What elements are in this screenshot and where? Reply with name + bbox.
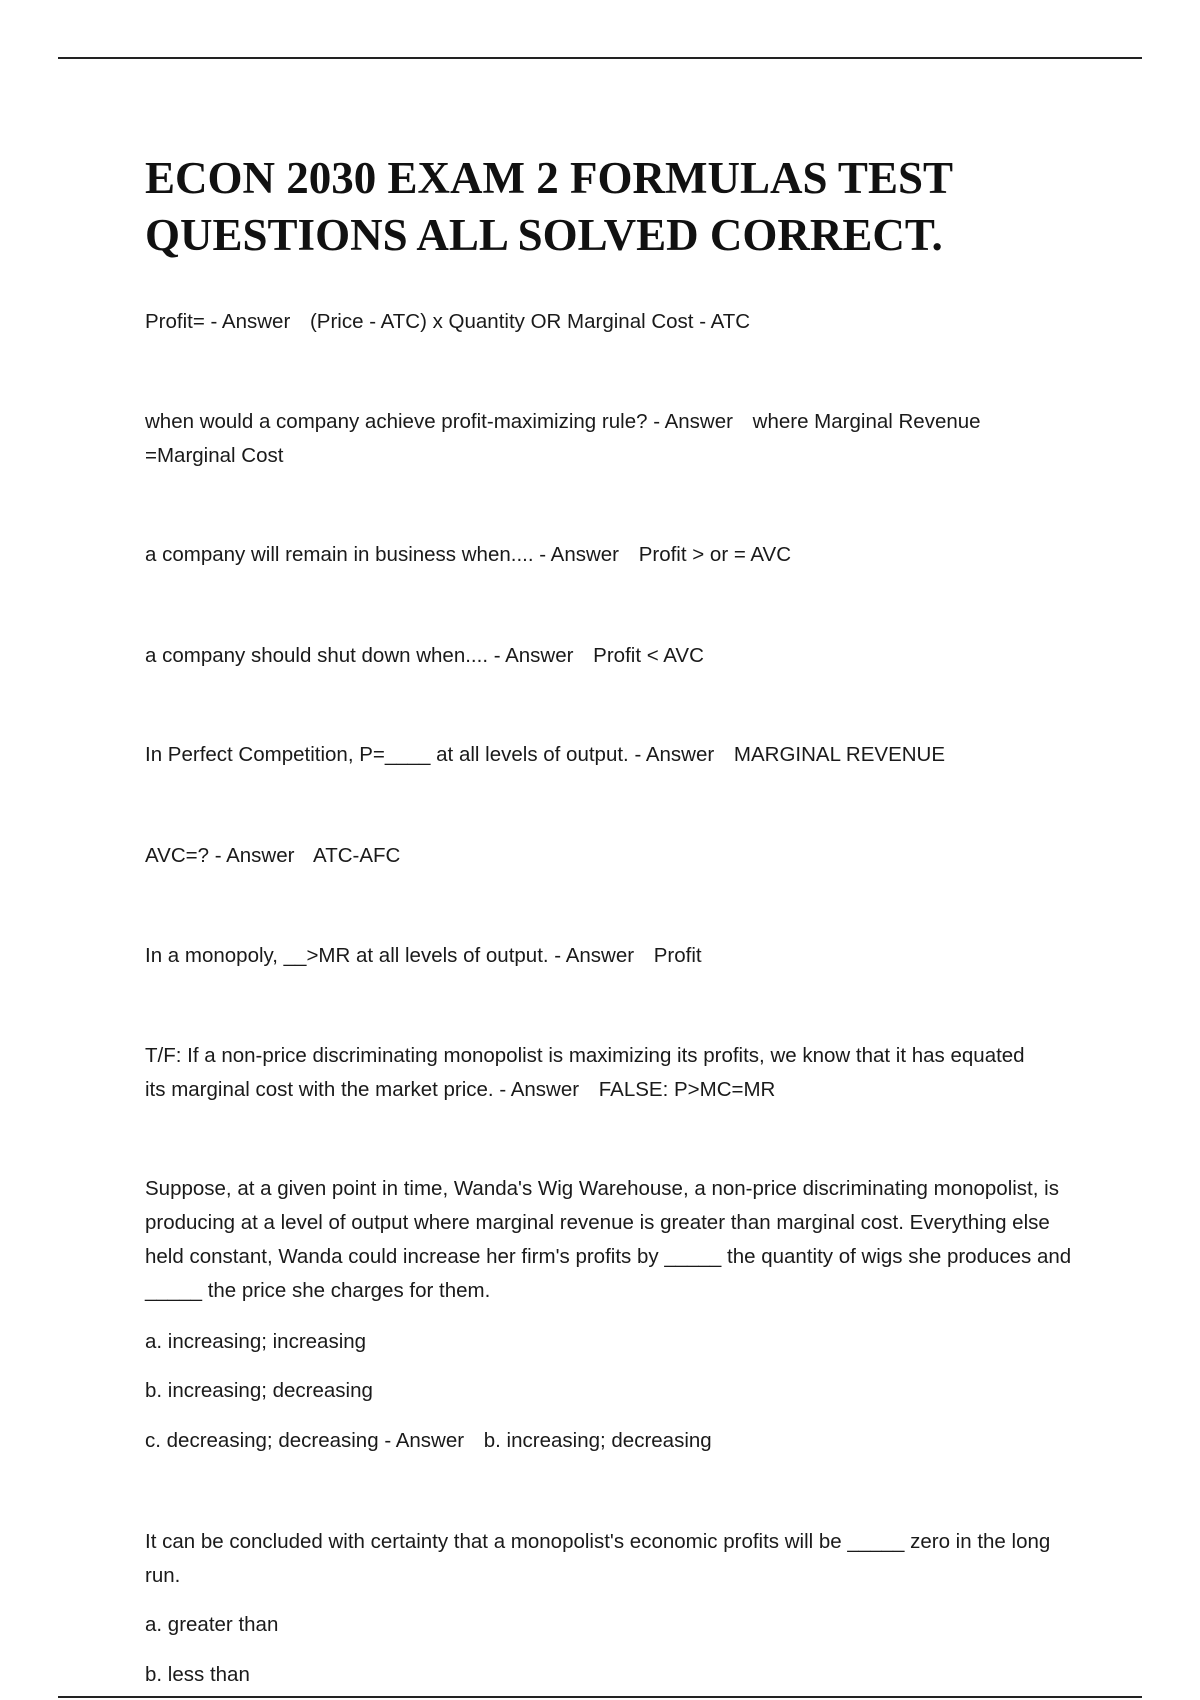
qa-item (145, 639, 1090, 673)
qa-item (145, 738, 1090, 772)
qa-item (145, 839, 1090, 873)
answer-label: - Answer (539, 543, 619, 566)
answer-text: b. increasing; decreasing (483, 1429, 712, 1452)
answer-text: FALSE: P>MC=MR (598, 1078, 776, 1101)
document-header (145, 150, 1105, 264)
qa-item (145, 1525, 1090, 1593)
qa-item (145, 305, 1090, 339)
option-item: a. increasing; increasing (145, 1330, 367, 1353)
question-text: In a monopoly, __>MR at all levels of output. (145, 944, 549, 967)
question-text: a company should shut down when.... (145, 644, 489, 667)
option-item: b. increasing; decreasing (145, 1379, 373, 1402)
title-line-1: ECON 2030 EXAM 2 FORMULAS TEST (145, 153, 954, 203)
answer-label: - Answer (384, 1429, 465, 1452)
answer-label: - Answer (499, 1078, 580, 1101)
qa-item (145, 538, 1090, 572)
question-text: Suppose, at a given point in time, Wanda's Wig Warehouse, a non-price discriminating monopolist, is producing at a level of output where marginal revenue is greater than marginal cost. Everything else held constant, Wanda could increase her firm's profits by _____ the quantity of wigs she produces and _____ the price she charges for them. (145, 1177, 1072, 1302)
question-text: T/F: If a non-price discriminating monopolist is maximizing its profits, we know that it has equated its marginal cost with the market price. (145, 1044, 1025, 1101)
question-text: a company will remain in business when.... (145, 543, 534, 566)
option-item-with-answer (145, 1424, 712, 1458)
question-text: Profit= (145, 310, 205, 333)
question-text: In Perfect Competition, P=____ at all levels of output. (145, 743, 629, 766)
question-text: AVC=? (145, 844, 210, 867)
bottom-rule (58, 1696, 1142, 1698)
answer-text: Profit (653, 944, 702, 967)
answer-label: - Answer (653, 410, 733, 433)
answer-text: Profit > or = AVC (638, 543, 792, 566)
option-text: c. decreasing; decreasing (145, 1429, 379, 1452)
answer-label: - Answer (554, 944, 635, 967)
answer-label: - Answer (493, 644, 574, 667)
option-item: a. greater than (145, 1613, 279, 1636)
title-line-2: QUESTIONS ALL SOLVED CORRECT. (145, 210, 943, 260)
qa-item (145, 1039, 1045, 1107)
answer-label: - Answer (634, 743, 715, 766)
answer-text: Profit < AVC (593, 644, 704, 667)
question-text: It can be concluded with certainty that a monopolist's economic profits will be _____ zero in the long run. (145, 1530, 1051, 1587)
question-text: when would a company achieve profit-maximizing rule? (145, 410, 648, 433)
top-rule (58, 57, 1142, 59)
answer-text: where Marginal Revenue =Marginal Cost (145, 410, 981, 467)
answer-label: - Answer (214, 844, 295, 867)
answer-text: ATC-AFC (313, 844, 401, 867)
option-item: b. less than (145, 1663, 250, 1686)
answer-text: (Price - ATC) x Quantity OR Marginal Cost - ATC (309, 310, 751, 333)
page-title (145, 150, 1105, 264)
qa-item (145, 1172, 1090, 1308)
qa-item (145, 405, 1065, 473)
answer-label: - Answer (210, 310, 291, 333)
answer-text: MARGINAL REVENUE (733, 743, 946, 766)
qa-item (145, 939, 1090, 973)
